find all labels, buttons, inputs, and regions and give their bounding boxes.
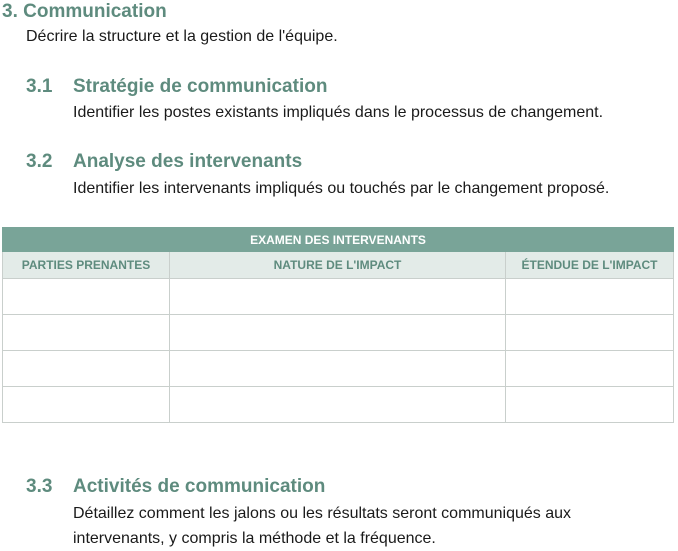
subsection-heading-strategie: [26, 75, 327, 99]
column-header-etendue-impact: ÉTENDUE DE L'IMPACT: [506, 252, 674, 279]
subsection-description: Identifier les intervenants impliqués ou touchés par le changement proposé.: [73, 180, 610, 197]
table-cell[interactable]: [170, 387, 506, 423]
subsection-number: 3.1: [26, 76, 53, 97]
subsection-title: Stratégie de communication: [73, 76, 328, 97]
table-row: [3, 351, 674, 387]
table-cell[interactable]: [506, 315, 674, 351]
subsection-number: 3.2: [26, 151, 53, 172]
subsection-heading-analyse: [26, 150, 302, 174]
column-header-nature-impact: NATURE DE L'IMPACT: [170, 252, 506, 279]
table-cell[interactable]: [170, 315, 506, 351]
subsection-description: Identifier les postes existants impliqués dans le processus de changement.: [73, 104, 604, 121]
subsection-title: Activités de communication: [73, 476, 326, 497]
column-header-parties-prenantes: PARTIES PRENANTES: [3, 252, 170, 279]
table-cell[interactable]: [3, 315, 170, 351]
table-cell[interactable]: [3, 279, 170, 315]
section-heading-communication: 3. Communication: [2, 1, 167, 22]
table-cell[interactable]: [506, 279, 674, 315]
table-cell[interactable]: [3, 387, 170, 423]
subsection-title: Analyse des intervenants: [73, 151, 303, 172]
table-row: [3, 279, 674, 315]
subsection-heading-activites: [26, 475, 325, 499]
table-cell[interactable]: [506, 387, 674, 423]
subsection-number: 3.3: [26, 476, 53, 497]
subsection-description: Détaillez comment les jalons ou les résultats seront communiqués aux intervenants, y compris la méthode et la fréquence.: [73, 505, 572, 547]
stakeholder-table: [2, 227, 674, 423]
table-cell[interactable]: [3, 351, 170, 387]
section-description: Décrire la structure et la gestion de l'équipe.: [26, 28, 338, 45]
table-row: [3, 315, 674, 351]
table-cell[interactable]: [170, 351, 506, 387]
table-title: EXAMEN DES INTERVENANTS: [3, 228, 674, 252]
table-row: [3, 387, 674, 423]
table-cell[interactable]: [170, 279, 506, 315]
table-cell[interactable]: [506, 351, 674, 387]
